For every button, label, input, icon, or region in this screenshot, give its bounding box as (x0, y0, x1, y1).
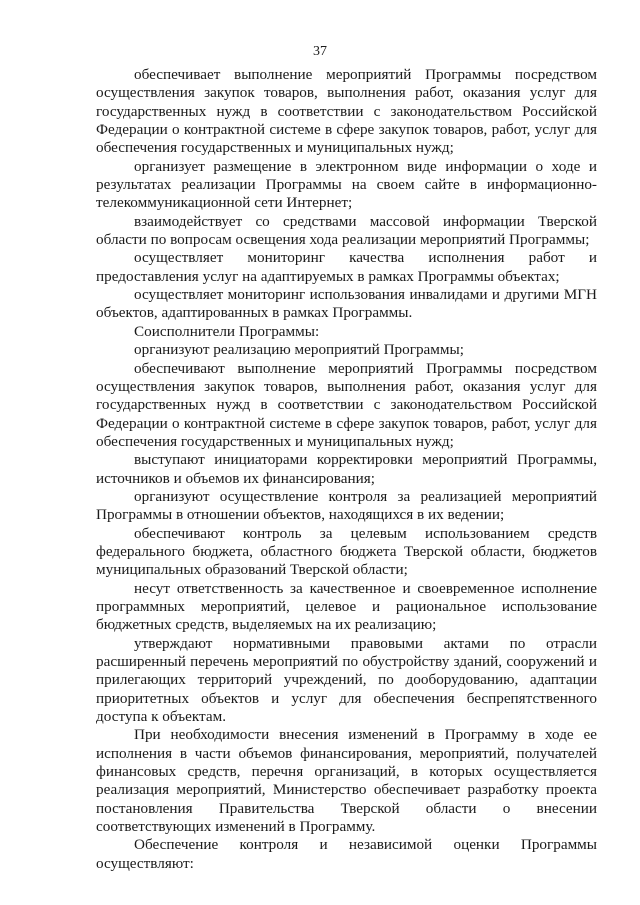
paragraph-target-use: обеспечивают контроль за целевым использованием средств федерального бюджета, областного бюджета Тверской области, бюджетов муниципальных образований Тверской области; (96, 524, 597, 579)
paragraph-usage-monitoring: осуществляет мониторинг использования инвалидами и другими МГН объектов, адаптированных в рамках Программы. (96, 286, 597, 322)
paragraph-organize: организуют реализацию мероприятий Программы; (134, 341, 464, 359)
paragraph-control: организуют осуществление контроля за реализацией мероприятий Программы в отношении объектов, находящихся в их ведении; (96, 487, 597, 524)
paragraph-evaluation: Обеспечение контроля и независимой оценки Программы осуществляют: (96, 836, 597, 872)
document-body (96, 66, 597, 873)
paragraph-amendments: При необходимости внесения изменений в Программу в ходе ее исполнения в части объемов финансирования, мероприятий, получателей финансовых средств, перечня организаций, в которых осуществляется реализация мероприятий, Министерство обеспечивает разработку проекта постановления Правительства Тверской области о внесении соответствующих изменений в Программу. (96, 726, 597, 836)
paragraph-media: взаимодействует со средствами массовой информации Тверской области по вопросам освещения хода реализации мероприятий Программы; (96, 212, 597, 249)
paragraph-procurement-ministry: обеспечивает выполнение мероприятий Программы посредством осуществления закупок товаров, выполнения работ, оказания услуг для государственных нужд в соответствии с законодательством Российской Федерации о контрактной системе в сфере закупок товаров, работ, услуг для обеспечения государственных и муниципальных нужд; (96, 66, 597, 157)
paragraph-coexecutors-heading: Соисполнители Программы: (134, 322, 320, 340)
paragraph-procurement-coexecutors: обеспечивают выполнение мероприятий Программы посредством осуществления закупок товаров, выполнения работ, оказания услуг для государственных нужд в соответствии с законодательством Российской Федерации о контрактной системе в сфере закупок товаров, работ, услуг для обеспечения государственных и муниципальных нужд; (96, 359, 597, 450)
paragraph-initiators: выступают инициаторами корректировки мероприятий Программы, источников и объемов их финансирования; (96, 451, 597, 487)
paragraph-approve-list: утверждают нормативными правовыми актами по отрасли расширенный перечень мероприятий по обустройству зданий, сооружений и прилегающих территорий учреждений, по дооборудованию, адаптации приоритетных объектов и услуг для обеспечения беспрепятственного доступа к объектам. (96, 634, 597, 726)
paragraph-responsibility: несут ответственность за качественное и своевременное исполнение программных мероприятий, целевое и рациональное использование бюджетных средств, выделяемых на их реализацию; (96, 579, 597, 634)
paragraph-quality-monitoring: осуществляет мониторинг качества исполнения работ и предоставления услуг на адаптируемых в рамках Программы объектах; (96, 249, 597, 285)
paragraph-publish-info: организует размещение в электронном виде информации о ходе и результатах реализации Программы на своем сайте в информационно-телекоммуникационной сети Интернет; (96, 157, 597, 212)
page-number: 37 (313, 44, 327, 59)
